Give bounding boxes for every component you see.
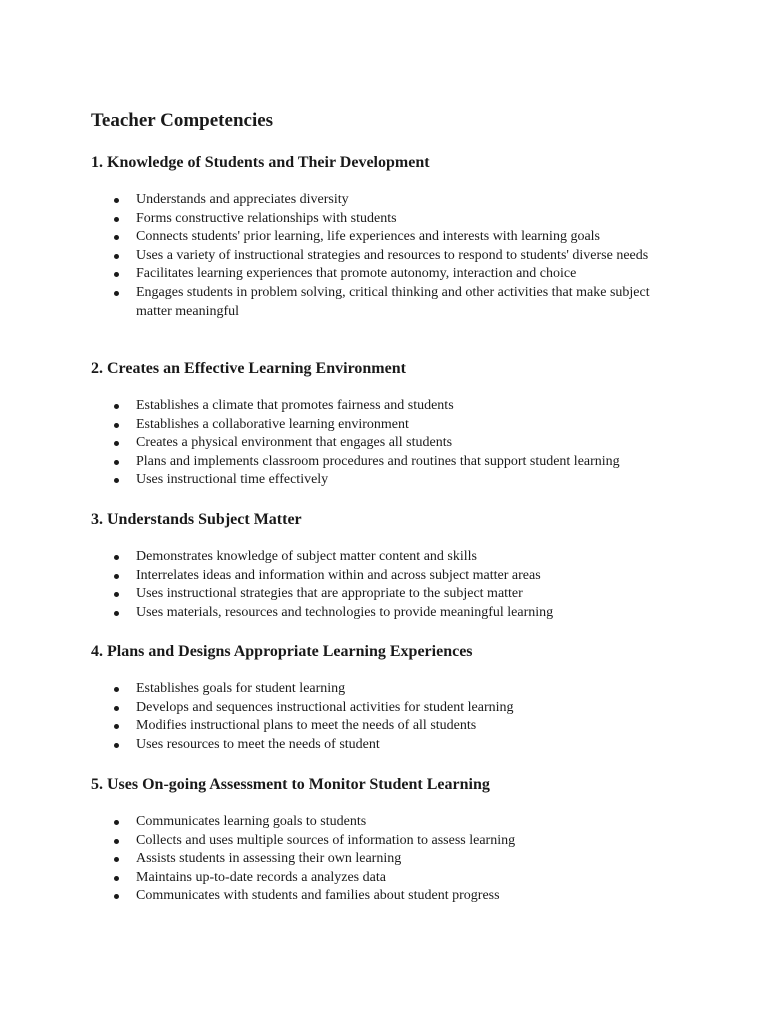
list-item [112,813,672,832]
bullet-icon [114,272,119,277]
bullet-icon [114,574,119,579]
bullet-icon [114,611,119,616]
list-item-text: Uses resources to meet the needs of student [136,736,380,752]
list-item [112,548,672,567]
bullet-icon [114,404,119,409]
list-item [112,850,672,869]
section-heading-3: 3. Understands Subject Matter [91,511,302,528]
bullet-icon [114,592,119,597]
list-item [112,265,672,284]
section-2-list [112,397,672,490]
list-item-text: Connects students' prior learning, life experiences and interests with learning goals [136,229,601,245]
section-1-list [112,191,672,321]
bullet-icon [114,894,119,899]
document-title: Teacher Competencies [91,110,274,131]
list-item-text: Understands and appreciates diversity [136,192,349,207]
bullet-icon [114,743,119,748]
bullet-icon [114,291,119,296]
list-item [112,567,672,586]
bullet-icon [114,857,119,862]
list-item [112,228,672,247]
section-heading-5: 5. Uses On-going Assessment to Monitor Student Learning [91,776,490,793]
list-item-text: Communicates with students and families about student progress [136,888,500,904]
bullet-icon [114,198,119,203]
list-item-text: Uses a variety of instructional strategies and resources to respond to students' diverse needs [136,247,649,263]
section-5-list [112,813,672,906]
list-item-text: Uses materials, resources and technologies to provide meaningful learning [136,604,554,620]
bullet-icon [114,441,119,446]
list-item-text: Maintains up-to-date records a analyzes data [136,869,386,885]
list-item-text: Establishes a collaborative learning environment [136,416,409,432]
bullet-icon [114,555,119,560]
list-item [112,247,672,266]
list-item [112,210,672,229]
list-item [112,680,672,699]
list-item [112,604,672,623]
list-item [112,887,672,906]
section-heading-1: 1. Knowledge of Students and Their Development [91,154,430,171]
bullet-icon [114,254,119,259]
list-item-text: Develops and sequences instructional activities for student learning [136,699,514,715]
list-item [112,191,672,210]
list-item [112,434,672,453]
list-item-text: Modifies instructional plans to meet the needs of all students [136,718,477,734]
bullet-icon [114,706,119,711]
list-item-text: Collects and uses multiple sources of information to assess learning [136,832,516,848]
bullet-icon [114,235,119,240]
bullet-icon [114,687,119,692]
section-3-list [112,548,672,622]
section-heading-2: 2. Creates an Effective Learning Environment [91,360,406,377]
list-item [112,717,672,736]
section-4-list [112,680,672,754]
list-item [112,284,672,321]
list-item-text: Uses instructional time effectively [136,472,329,488]
list-item-text: Uses instructional strategies that are appropriate to the subject matter [136,586,523,602]
list-item [112,832,672,851]
list-item [112,736,672,755]
list-item [112,869,672,888]
list-item [112,585,672,604]
list-item [112,453,672,472]
list-item-text: Interrelates ideas and information within and across subject matter areas [136,567,541,583]
list-item [112,416,672,435]
list-item [112,699,672,718]
bullet-icon [114,217,119,222]
list-item-text: Establishes a climate that promotes fairness and students [136,398,454,413]
list-item-text: Forms constructive relationships with students [136,210,397,226]
list-item-text: Communicates learning goals to students [136,814,367,829]
bullet-icon [114,839,119,844]
bullet-icon [114,820,119,825]
list-item-text: Engages students in problem solving, critical thinking and other activities that make subject matter meaningful [136,284,650,319]
section-heading-4: 4. Plans and Designs Appropriate Learning Experiences [91,643,473,660]
list-item-text: Demonstrates knowledge of subject matter content and skills [136,549,477,564]
bullet-icon [114,478,119,483]
list-item [112,397,672,416]
list-item-text: Creates a physical environment that engages all students [136,435,453,451]
list-item-text: Facilitates learning experiences that promote autonomy, interaction and choice [136,266,577,282]
bullet-icon [114,724,119,729]
list-item-text: Plans and implements classroom procedures and routines that support student learning [136,453,620,469]
list-item [112,471,672,490]
bullet-icon [114,460,119,465]
bullet-icon [114,876,119,881]
list-item-text: Establishes goals for student learning [136,681,346,696]
list-item-text: Assists students in assessing their own learning [136,851,402,867]
bullet-icon [114,423,119,428]
